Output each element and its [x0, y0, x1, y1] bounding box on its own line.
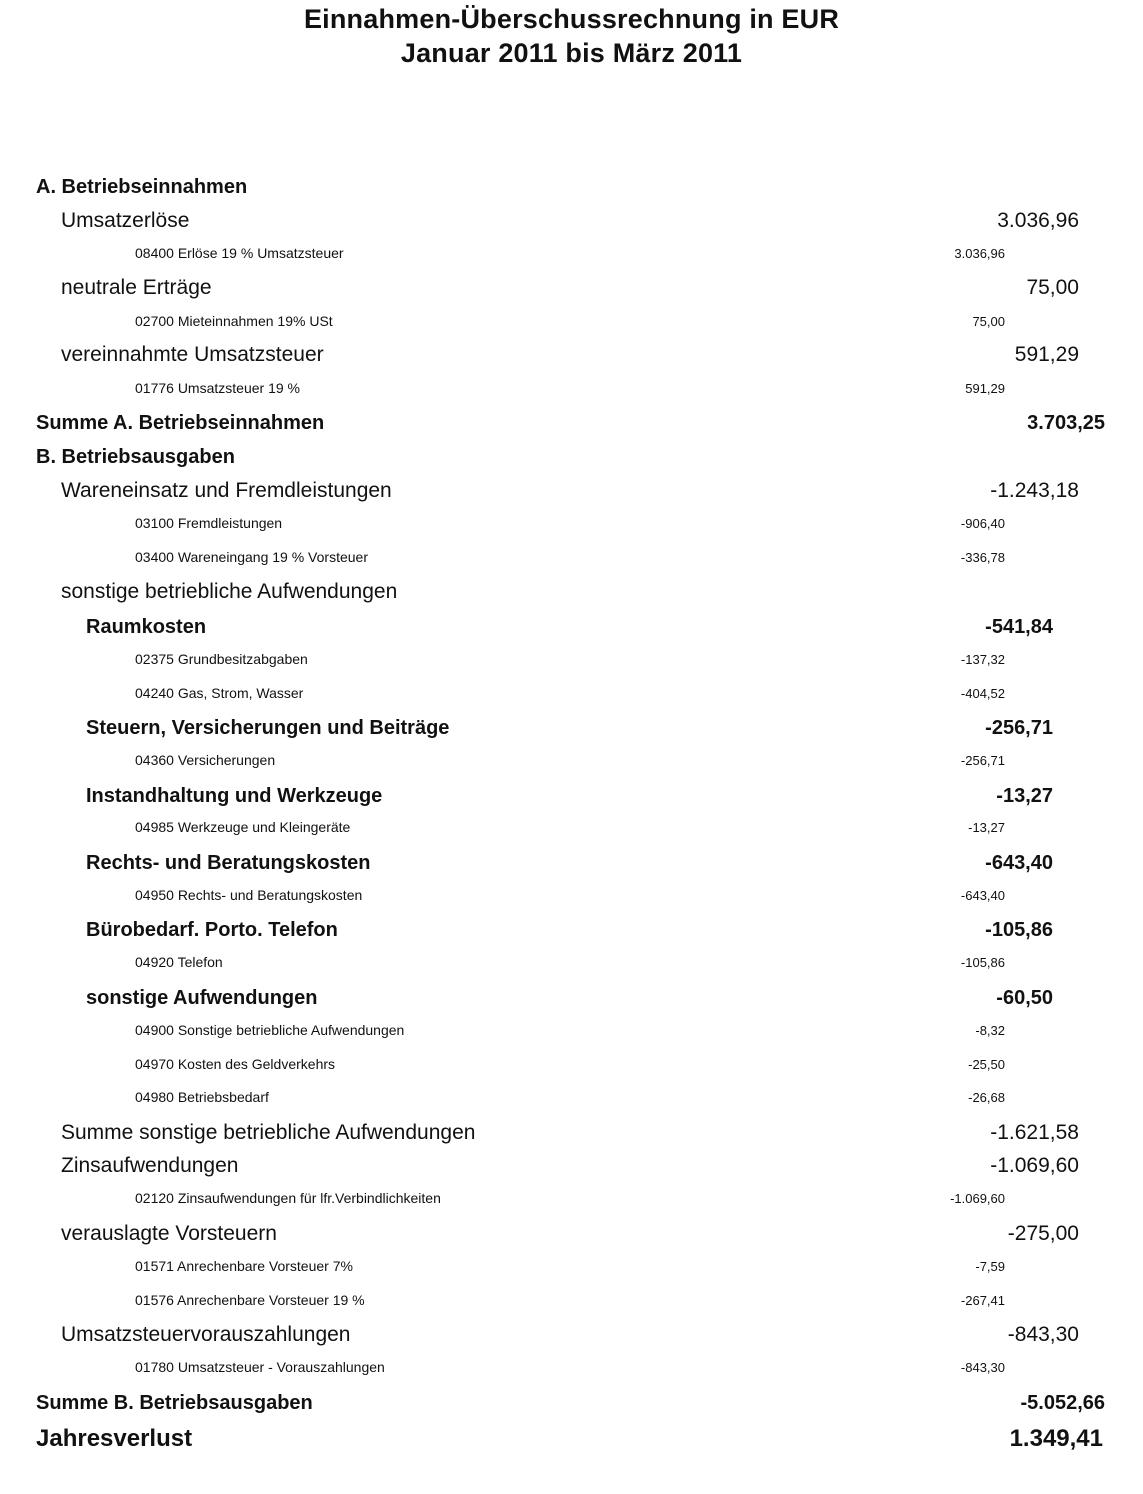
report-row-grp — [0, 340, 1143, 372]
report-row-grp — [0, 1151, 1143, 1183]
report-row-grp — [0, 476, 1143, 508]
report-row-sub — [0, 915, 1143, 947]
row-amount: -336,78 — [960, 550, 1005, 565]
report-period: Januar 2011 bis März 2011 — [400, 38, 743, 68]
row-label: Wareneinsatz und Fremdleistungen — [61, 479, 392, 502]
row-label: 03400 Wareneingang 19 % Vorsteuer — [135, 549, 368, 565]
row-amount: -906,40 — [960, 516, 1005, 531]
report-row-det — [0, 1014, 1143, 1046]
row-amount: -275,00 — [1007, 1222, 1079, 1245]
row-amount: -843,30 — [1007, 1323, 1079, 1346]
row-amount: -541,84 — [985, 616, 1053, 638]
row-amount: 75,00 — [972, 314, 1005, 329]
row-label: 02120 Zinsaufwendungen für lfr.Verbindlichkeiten — [135, 1190, 441, 1206]
report-row-grp — [0, 1118, 1143, 1150]
row-label: 04900 Sonstige betriebliche Aufwendungen — [135, 1022, 405, 1038]
row-label: Umsatzsteuervorauszahlungen — [61, 1323, 351, 1346]
report-row-grp — [0, 577, 1143, 609]
row-label: verauslagte Vorsteuern — [61, 1222, 277, 1245]
row-amount: -1.621,58 — [990, 1121, 1079, 1144]
report-row-grp — [0, 1219, 1143, 1251]
report-row-det — [0, 643, 1143, 675]
row-label: 03100 Fremdleistungen — [135, 515, 283, 531]
row-label: 04985 Werkzeuge und Kleingeräte — [135, 819, 351, 835]
row-amount: -256,71 — [960, 753, 1005, 768]
report-row-sub — [0, 781, 1143, 813]
report-row-det — [0, 811, 1143, 843]
row-amount: -13,27 — [968, 820, 1005, 835]
report-row-sec — [0, 442, 1143, 474]
row-label: Summe sonstige betriebliche Aufwendungen — [61, 1121, 476, 1144]
row-amount: -5.052,66 — [1020, 1392, 1105, 1414]
report-row-det — [0, 541, 1143, 573]
row-amount: -1.243,18 — [990, 479, 1079, 502]
report-row-sum — [0, 1388, 1143, 1420]
row-amount: 1.349,41 — [1009, 1425, 1103, 1452]
row-label: 02700 Mieteinnahmen 19% USt — [135, 313, 333, 329]
row-amount: -8,32 — [975, 1023, 1005, 1038]
row-label: Umsatzerlöse — [61, 209, 190, 232]
row-amount: -105,86 — [960, 955, 1005, 970]
row-label: Zinsaufwendungen — [61, 1154, 239, 1177]
row-label: 04950 Rechts- und Beratungskosten — [135, 887, 363, 903]
row-amount: -60,50 — [996, 987, 1053, 1009]
row-label: Summe B. Betriebsausgaben — [36, 1392, 313, 1414]
row-amount: 591,29 — [1014, 343, 1079, 366]
report-row-sub — [0, 612, 1143, 644]
row-amount: 3.703,25 — [1027, 412, 1105, 434]
report-row-grp — [0, 273, 1143, 305]
report-row-grp — [0, 1320, 1143, 1352]
row-label: Jahresverlust — [36, 1425, 193, 1452]
report-row-sub — [0, 983, 1143, 1015]
report-row-det — [0, 677, 1143, 709]
row-label: vereinnahmte Umsatzsteuer — [61, 343, 324, 366]
row-label: 01776 Umsatzsteuer 19 % — [135, 380, 300, 396]
row-amount: -105,86 — [985, 919, 1053, 941]
row-label: 08400 Erlöse 19 % Umsatzsteuer — [135, 245, 344, 261]
row-label: A. Betriebseinnahmen — [36, 176, 248, 198]
row-amount: -267,41 — [960, 1293, 1005, 1308]
report-row-sub — [0, 848, 1143, 880]
row-label: Instandhaltung und Werkzeuge — [86, 785, 383, 807]
row-amount: -404,52 — [960, 686, 1005, 701]
row-label: 04920 Telefon — [135, 954, 223, 970]
row-label: 04360 Versicherungen — [135, 752, 276, 768]
row-label: Steuern, Versicherungen und Beiträge — [86, 717, 450, 739]
report-row-det — [0, 879, 1143, 911]
report-row-det — [0, 237, 1143, 269]
report-row-det — [0, 1081, 1143, 1113]
report-row-det — [0, 507, 1143, 539]
row-amount: -1.069,60 — [990, 1154, 1079, 1177]
row-amount: -13,27 — [996, 785, 1053, 807]
report-row-grp — [0, 206, 1143, 238]
row-label: Rechts- und Beratungskosten — [86, 852, 371, 874]
report-row-det — [0, 1182, 1143, 1214]
row-amount: -643,40 — [960, 888, 1005, 903]
row-label: sonstige Aufwendungen — [86, 987, 318, 1009]
report-title: Einnahmen-Überschussrechnung in EUR — [303, 4, 840, 34]
report-row-det — [0, 946, 1143, 978]
row-label: Bürobedarf. Porto. Telefon — [86, 919, 338, 941]
row-amount: -137,32 — [960, 652, 1005, 667]
row-label: 01571 Anrechenbare Vorsteuer 7% — [135, 1258, 353, 1274]
row-label: 04240 Gas, Strom, Wasser — [135, 685, 304, 701]
row-amount: -843,30 — [960, 1360, 1005, 1375]
row-amount: -25,50 — [968, 1057, 1005, 1072]
report-row-sum — [0, 408, 1143, 440]
row-amount: 3.036,96 — [954, 246, 1005, 261]
report-row-det — [0, 744, 1143, 776]
row-amount: 3.036,96 — [997, 209, 1079, 232]
row-amount: 591,29 — [965, 381, 1005, 396]
row-label: 04980 Betriebsbedarf — [135, 1089, 269, 1105]
row-label: neutrale Erträge — [61, 276, 212, 299]
row-label: B. Betriebsausgaben — [36, 446, 235, 468]
row-amount: -1.069,60 — [950, 1191, 1005, 1206]
row-amount: -643,40 — [985, 852, 1053, 874]
report-row-total — [0, 1423, 1143, 1455]
report-row-det — [0, 372, 1143, 404]
row-amount: -256,71 — [985, 717, 1053, 739]
row-amount: -7,59 — [975, 1259, 1005, 1274]
report-row-det — [0, 1284, 1143, 1316]
report-row-sub — [0, 713, 1143, 745]
report-row-det — [0, 1048, 1143, 1080]
row-label: 02375 Grundbesitzabgaben — [135, 651, 308, 667]
row-label: 01780 Umsatzsteuer - Vorauszahlungen — [135, 1359, 385, 1375]
row-label: 01576 Anrechenbare Vorsteuer 19 % — [135, 1292, 365, 1308]
report-row-det — [0, 1250, 1143, 1282]
report-row-sec — [0, 172, 1143, 204]
row-label: sonstige betriebliche Aufwendungen — [61, 580, 398, 603]
row-amount: 75,00 — [1026, 276, 1079, 299]
row-amount: -26,68 — [968, 1090, 1005, 1105]
row-label: Raumkosten — [86, 616, 207, 638]
report-row-det — [0, 1351, 1143, 1383]
report-row-det — [0, 305, 1143, 337]
row-label: 04970 Kosten des Geldverkehrs — [135, 1056, 336, 1072]
row-label: Summe A. Betriebseinnahmen — [36, 412, 325, 434]
